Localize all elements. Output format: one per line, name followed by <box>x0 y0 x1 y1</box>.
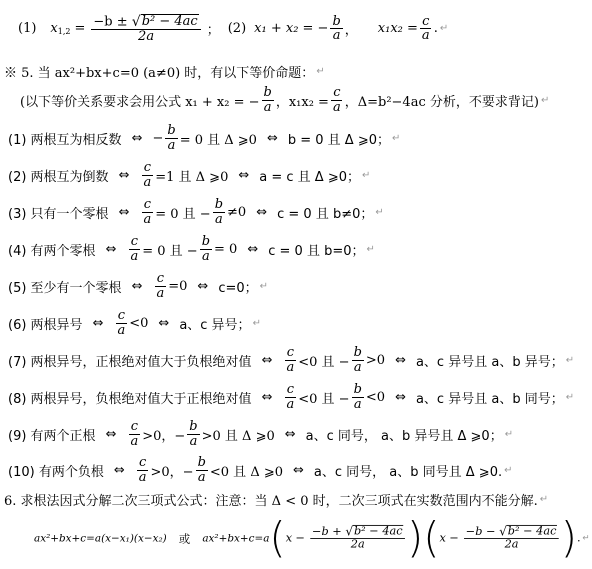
end-dot-6: . <box>577 531 581 545</box>
cond-text: <0 <box>129 315 149 331</box>
cond-text-2: ≠0 <box>227 204 247 220</box>
cond-frac-2-num: b <box>189 419 198 434</box>
cond-text-2: = 0 <box>214 241 238 257</box>
equivalence-arrow-icon: ⇔ <box>131 130 143 146</box>
row-result: a、c 异号且 a、b 同号； <box>415 391 564 407</box>
cond-frac <box>165 124 177 152</box>
cond-frac-2 <box>196 456 208 484</box>
cond-frac-den: a <box>130 248 139 264</box>
row-result: a、c 同号， a、b 同号且 Δ ⩾0. <box>313 464 503 480</box>
cond-frac-2-den: a <box>197 469 206 485</box>
sum-lhs: x₁ + x₂ = − <box>254 21 329 37</box>
cond-frac-2 <box>213 198 225 226</box>
cond-pre: − <box>152 130 164 146</box>
root2-frac: −b − √ b² − 4ac 2a <box>464 525 559 551</box>
prod-frac: $\frac{c}{a}$ <box>421 13 430 44</box>
return-mark-icon: ↵ <box>539 494 549 505</box>
equivalence-row <box>8 383 574 411</box>
cond-text-2: <0 且 Δ ⩾0 <box>209 464 284 480</box>
equivalence-arrow-icon: ⇔ <box>293 462 304 478</box>
return-mark-icon: ↵ <box>565 391 575 403</box>
x-1: x <box>285 531 293 545</box>
equivalence-arrow-icon: ⇔ <box>261 352 273 368</box>
equivalence-arrow-icon: ⇔ <box>238 167 250 183</box>
cond-frac-den: a <box>130 433 139 449</box>
note-pre: (以下等价关系要求会用公式 x₁ + x₂ = − <box>20 94 260 110</box>
quadratic-formula <box>91 14 200 44</box>
item6-heading-text: 6. 求根法因式分解二次三项式公式：注意：当 Δ < 0 时，二次三项式在实数范围内不能分解. <box>4 494 538 509</box>
return-mark-icon: ↵ <box>316 66 325 77</box>
equivalence-arrow-icon: ⇔ <box>92 315 104 331</box>
cond-frac-2-den: a <box>214 211 223 227</box>
cond-frac <box>154 272 166 300</box>
row-label: (4) 有两个零根 <box>8 243 96 259</box>
cond-frac-2-num: b <box>214 197 224 212</box>
cond-frac-2-den: a <box>201 248 210 264</box>
root1-rad: b² − 4ac <box>353 524 403 539</box>
row-result: a、c 异号且 a、b 异号； <box>415 354 564 370</box>
return-mark-icon: ↵ <box>565 354 575 366</box>
note-mid: ，x₁x₂ = <box>275 94 329 110</box>
return-mark-icon: ↵ <box>366 243 375 255</box>
return-mark-icon: ↵ <box>540 94 550 106</box>
x12: x <box>50 21 58 37</box>
left-paren-2: ( <box>423 513 440 563</box>
cond-frac <box>284 383 296 411</box>
right-paren: ) <box>406 513 424 563</box>
equivalence-arrow-icon: ⇔ <box>395 352 406 368</box>
root1-den: 2a <box>350 538 365 552</box>
cond-frac <box>284 346 296 374</box>
cond-frac <box>141 198 153 226</box>
label-1: (1) <box>18 21 37 37</box>
equivalence-row <box>8 161 370 189</box>
item5-heading-text: ※ 5. 当 ax²+bx+c=0 (a≠0) 时，有以下等价命题： <box>4 66 315 81</box>
equivalence-row <box>8 235 375 263</box>
note-frac-ca: $\frac{c}{a}$ <box>332 85 341 115</box>
equivalence-arrow-icon: ⇔ <box>131 278 143 294</box>
or-text: 或 <box>178 533 191 547</box>
equivalence-arrow-icon: ⇔ <box>256 204 268 220</box>
return-mark-icon: ↵ <box>375 206 384 218</box>
row-label: (2) 两根互为倒数 <box>8 169 109 185</box>
factor-formula-1: ax²+bx+c=a(x−x₁)(x−x₂) <box>34 531 167 545</box>
row-label: (7) 两根异号，正根绝对值大于负根绝对值 <box>8 354 252 370</box>
cond-frac <box>115 309 127 337</box>
cond-text: = 0 且 − <box>142 243 198 259</box>
cond-text: >0，− <box>142 428 186 444</box>
equivalence-arrow-icon: ⇔ <box>266 130 278 146</box>
cond-frac <box>141 161 153 189</box>
row-result: a、c 异号； <box>179 317 251 333</box>
row-result: c = 0 且 b=0； <box>268 243 365 259</box>
item5-note <box>20 86 549 114</box>
cond-frac-2-num: b <box>201 234 211 249</box>
root2-rad: b² − 4ac <box>507 524 557 539</box>
root2-den: 2a <box>504 538 519 552</box>
x12-sub: 1,2 <box>57 27 71 37</box>
row-result: b = 0 且 Δ ⩾0； <box>287 132 390 148</box>
return-mark-icon: ↵ <box>504 428 514 440</box>
cond-text-2: <0 <box>365 389 386 405</box>
root2-num-pre: −b − <box>465 525 496 539</box>
cond-frac <box>137 456 149 484</box>
equivalence-row <box>8 124 400 152</box>
return-mark-icon: ↵ <box>504 464 513 476</box>
root1-frac: −b + √ b² − 4ac 2a <box>310 525 405 551</box>
row-label: (9) 有两个正根 <box>8 428 96 444</box>
row-label: (1) 两根互为相反数 <box>8 132 122 148</box>
return-mark-icon: ↵ <box>582 533 590 543</box>
formula-line-1 <box>18 14 448 44</box>
cond-frac-den: a <box>167 137 176 153</box>
cond-frac-2 <box>187 420 199 448</box>
minus-1: − <box>295 531 306 545</box>
cond-frac-den: a <box>156 285 165 301</box>
sep: ； <box>206 23 220 39</box>
equivalence-row <box>8 309 261 337</box>
cond-frac-num: c <box>286 382 294 397</box>
cond-frac-den: a <box>143 211 152 227</box>
equivalence-row <box>8 420 513 448</box>
item6-formula <box>34 513 590 563</box>
equivalence-arrow-icon: ⇔ <box>197 278 209 294</box>
equivalence-arrow-icon: ⇔ <box>105 241 117 257</box>
row-label: (3) 只有一个零根 <box>8 206 109 222</box>
cond-frac-den: a <box>143 174 152 190</box>
cond-frac-den: a <box>138 469 147 485</box>
cond-text: >0，− <box>150 464 194 480</box>
row-label: (6) 两根异号 <box>8 317 83 333</box>
cond-frac-num: c <box>130 419 138 434</box>
cond-frac-den: a <box>286 396 295 412</box>
cond-frac-num: c <box>286 345 294 360</box>
equivalence-arrow-icon: ⇔ <box>247 241 259 257</box>
equivalence-arrow-icon: ⇔ <box>395 389 406 405</box>
cond-frac-2-num: b <box>353 382 362 397</box>
equivalence-row <box>8 272 268 300</box>
cond-frac-num: c <box>117 308 125 323</box>
root1-num-pre: −b + <box>311 525 342 539</box>
cond-frac-num: c <box>156 271 164 286</box>
equivalence-arrow-icon: ⇔ <box>284 426 296 442</box>
sum-frac: $\frac{b}{a}$ <box>332 13 341 44</box>
return-mark-icon: ↵ <box>252 317 261 329</box>
cond-text-2: >0 <box>365 352 386 368</box>
cond-frac-2-num: b <box>197 455 206 470</box>
x-2: x <box>439 531 446 545</box>
cond-frac-num: c <box>143 160 151 175</box>
cond-frac-num: c <box>138 455 147 470</box>
cond-frac-2 <box>200 235 212 263</box>
row-result: c=0； <box>218 280 258 296</box>
item6-heading <box>4 490 548 509</box>
row-label: (8) 两根异号，负根绝对值大于正根绝对值 <box>8 391 252 407</box>
cond-frac-2-den: a <box>353 359 362 375</box>
row-result: a = c 且 Δ ⩾0； <box>259 169 360 185</box>
return-mark-icon: ↵ <box>362 169 371 181</box>
cond-text: <0 且 − <box>298 391 350 407</box>
return-mark-icon: ↵ <box>439 23 449 35</box>
cond-text-2: >0 且 Δ ⩾0 <box>201 428 275 444</box>
right-paren-2: ) <box>560 513 578 563</box>
row-label: (10) 有两个负根 <box>8 464 104 480</box>
equivalence-row <box>8 198 384 226</box>
sqrt-discriminant: √ b² − 4ac <box>131 13 198 30</box>
equivalence-arrow-icon: ⇔ <box>261 389 273 405</box>
cond-frac-den: a <box>286 359 295 375</box>
equivalence-row <box>8 456 513 484</box>
cond-frac-2 <box>352 383 364 411</box>
return-mark-icon: ↵ <box>392 132 401 144</box>
end-dot: . <box>433 21 438 37</box>
equivalence-arrow-icon: ⇔ <box>118 167 130 183</box>
cond-text: <0 且 − <box>298 354 350 370</box>
equivalence-arrow-icon: ⇔ <box>118 204 130 220</box>
label-2: (2) <box>227 21 247 37</box>
factor-formula-2-lhs: ax²+bx+c=a <box>202 531 270 545</box>
item5-heading <box>4 62 325 81</box>
cond-text: = 0 且 Δ ⩾0 <box>179 132 257 148</box>
cond-text: = 0 且 − <box>155 206 211 222</box>
cond-frac-den: a <box>117 322 126 338</box>
cond-frac <box>128 420 140 448</box>
left-paren: ( <box>269 513 286 563</box>
row-label: (5) 至少有一个零根 <box>8 280 122 296</box>
cond-frac <box>128 235 140 263</box>
cond-frac-num: b <box>167 123 176 138</box>
minus-2: − <box>449 531 459 545</box>
prod-lhs: x₁x₂ = <box>377 21 418 37</box>
cond-text: =1 且 Δ ⩾0 <box>155 169 229 185</box>
equivalence-arrow-icon: ⇔ <box>158 315 170 331</box>
cond-text: =0 <box>168 278 188 294</box>
row-result: c = 0 且 b≠0； <box>277 206 374 222</box>
cond-frac-2-den: a <box>353 396 362 412</box>
eq-sign: = <box>74 21 86 37</box>
cond-frac-2-num: b <box>353 345 362 360</box>
note-frac-ba: $\frac{b}{a}$ <box>263 85 272 115</box>
cond-frac-2-den: a <box>189 433 198 449</box>
note-post: ，Δ=b²−4ac 分析，不要求背记) <box>344 94 539 110</box>
row-result: a、c 同号， a、b 异号且 Δ ⩾0； <box>305 428 503 444</box>
cond-frac-num: c <box>130 234 138 249</box>
equivalence-arrow-icon: ⇔ <box>113 462 125 478</box>
sep2: ， <box>344 23 358 39</box>
cond-frac-2 <box>352 346 364 374</box>
return-mark-icon: ↵ <box>259 280 269 292</box>
cond-frac-num: c <box>143 197 151 212</box>
qf-den: 2a <box>138 29 155 45</box>
qf-num-pre: −b ± <box>93 14 128 30</box>
equivalence-row <box>8 346 574 374</box>
equivalence-arrow-icon: ⇔ <box>105 426 117 442</box>
